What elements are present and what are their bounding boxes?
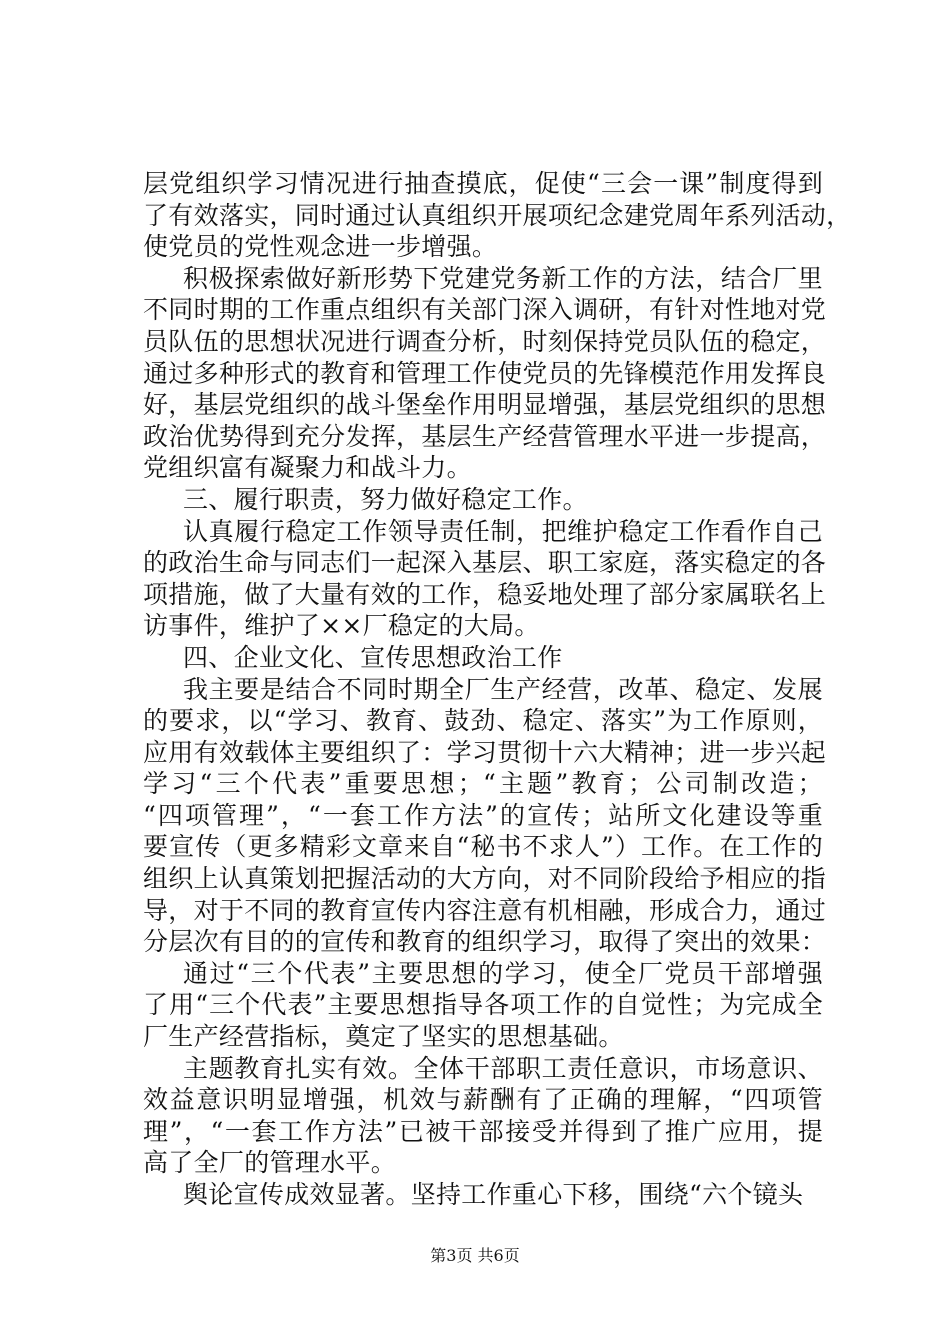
text-line: 不同时期的工作重点组织有关部门深入调研，有针对性地对党	[143, 295, 827, 325]
paragraph-first-line: 舆论宣传成效显著。坚持工作重心下移，围绕“六个镜头	[183, 1180, 804, 1209]
text-line: 厂生产经营指标，奠定了坚实的思想基础。	[143, 1022, 624, 1052]
text-line: 导，对于不同的教育宣传内容注意有机相融，形成合力，通过	[143, 895, 827, 925]
text-line: 学习“三个代表”重要思想；“主题”教育；公司制改造；	[143, 769, 823, 799]
text-line: 了用“三个代表”主要思想指导各项工作的自觉性；为完成全	[143, 990, 823, 1020]
body-text	[143, 168, 852, 1211]
text-line: 理”，“一套工作方法”已被干部接受并得到了推广应用，提	[143, 1116, 823, 1146]
text-line: 项措施，做了大量有效的工作，稳妥地处理了部分家属联名上	[143, 579, 827, 609]
text-line: 员队伍的思想状况进行调查分析，时刻保持党员队伍的稳定，	[143, 326, 827, 356]
section-heading: 四、企业文化、宣传思想政治工作	[183, 642, 563, 672]
paragraph-first-line: 积极探索做好新形势下党建党务新工作的方法，结合厂里	[183, 263, 823, 293]
text-line: 好，基层党组织的战斗堡垒作用明显增强，基层党组织的思想	[143, 390, 827, 420]
text-line: 要宣传（更多精彩文章来自“秘书不求人”）工作。在工作的	[143, 832, 823, 862]
paragraph-first-line: 主题教育扎实有效。全体干部职工责任意识，市场意识、	[183, 1053, 823, 1083]
text-line: “四项管理”，“一套工作方法”的宣传；站所文化建设等重	[143, 800, 823, 830]
text-line: 访事件，维护了××厂稳定的大局。	[143, 611, 540, 641]
paragraph-first-line: 认真履行稳定工作领导责任制，把维护稳定工作看作自己	[183, 516, 823, 546]
paragraph-first-line: 我主要是结合不同时期全厂生产经营，改革、稳定、发展	[183, 674, 823, 704]
text-line: 的政治生命与同志们一起深入基层、职工家庭，落实稳定的各	[143, 548, 827, 578]
text-line: 了有效落实，同时通过认真组织开展项纪念建党周年系列活动，	[143, 200, 852, 230]
text-line: 的要求，以“学习、教育、鼓劲、稳定、落实”为工作原则，	[143, 706, 823, 736]
text-line: 使党员的党性观念进一步增强。	[143, 232, 498, 262]
paragraph-first-line: 通过“三个代表”主要思想的学习，使全厂党员干部增强	[183, 958, 823, 988]
text-line: 政治优势得到充分发挥，基层生产经营管理水平进一步提高，	[143, 421, 827, 451]
page-number-footer: 第3页 共6页	[430, 1246, 520, 1265]
text-line: 通过多种形式的教育和管理工作使党员的先锋模范作用发挥良	[143, 358, 827, 388]
text-line: 分层次有目的的宣传和教育的组织学习，取得了突出的效果：	[143, 927, 827, 957]
text-line: 党组织富有凝聚力和战斗力。	[143, 453, 472, 483]
text-line: 效益意识明显增强，机效与薪酬有了正确的理解，“四项管	[143, 1085, 823, 1115]
text-line: 应用有效载体主要组织了：学习贯彻十六大精神；进一步兴起	[143, 737, 827, 767]
section-heading: 三、履行职责，努力做好稳定工作。	[183, 484, 588, 514]
text-line: 高了全厂的管理水平。	[143, 1148, 397, 1178]
text-line: 组织上认真策划把握活动的大方向，对不同阶段给予相应的指	[143, 864, 827, 894]
text-line: 层党组织学习情况进行抽查摸底，促使“三会一课”制度得到	[143, 169, 823, 198]
